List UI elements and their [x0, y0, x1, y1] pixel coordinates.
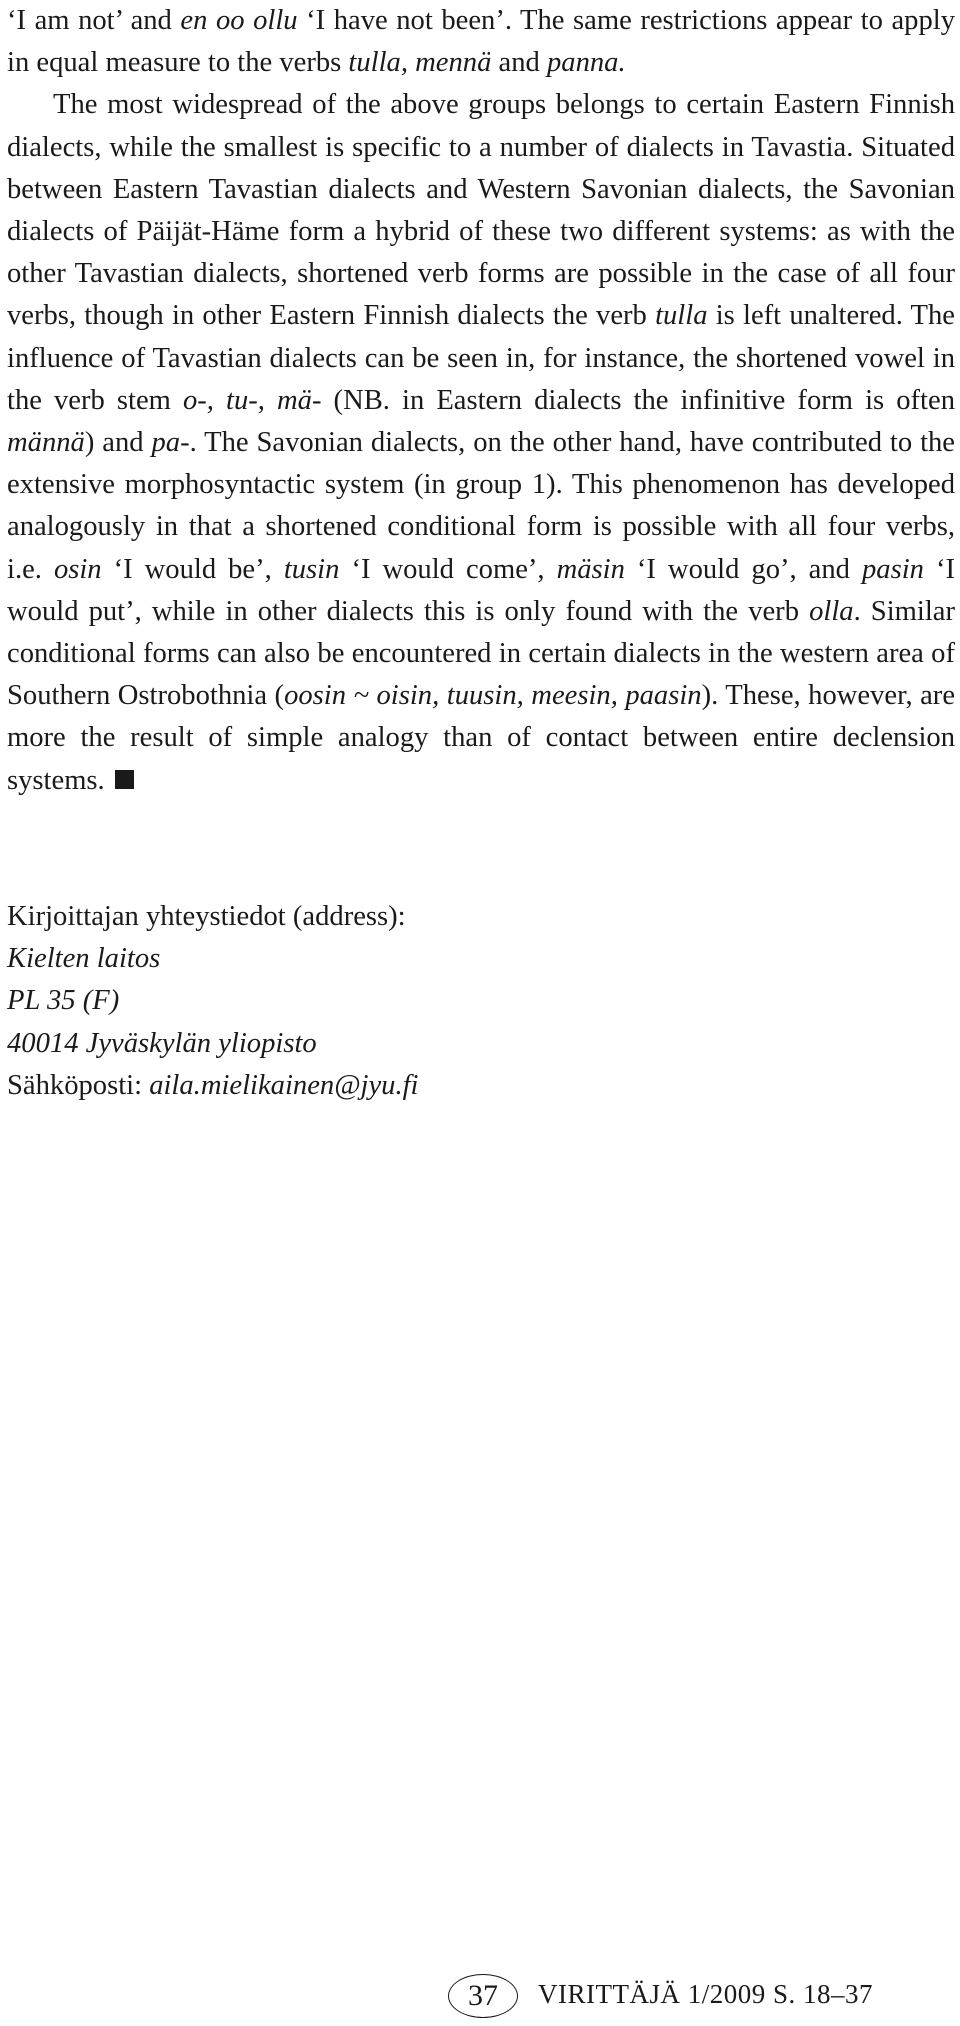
address-city: 40014 Jyväskylän yliopisto — [7, 1027, 317, 1059]
example-term: olla — [809, 595, 854, 627]
address-email-line — [7, 1065, 907, 1107]
text-run: is left unaltered. The influence of Tavastian dialects can be seen in, for instance, the shortened vowel in the verb stem — [7, 300, 955, 416]
author-address — [7, 896, 907, 1107]
address-heading: Kirjoittajan yhteystiedot (address): — [7, 901, 406, 932]
email-label: Sähköposti: — [7, 1069, 150, 1101]
address-po-box: PL 35 (F) — [7, 985, 120, 1017]
example-term: tusin — [283, 553, 340, 585]
example-term: männä — [7, 427, 85, 459]
text-run: ‘I am not’ and — [7, 5, 181, 36]
text-run: The most widespread of the above groups belongs to certain Eastern Finnish dialects, while the smallest is specific to a number of dialects in Tavastia. Situated between Eastern Tavastian dialects and Western Savonian dialects, the Savonian dialects of Päijät-Häme form a hybrid of these two different systems: as with the other Tavastian dialects, shortened verb forms are possible in the case of all four verbs, though in other Eastern Finnish dialects the verb — [7, 89, 955, 332]
text-run: ) and — [84, 427, 152, 459]
example-term: tulla — [655, 300, 708, 332]
example-term: mäsin — [556, 553, 625, 585]
paragraph-continued — [7, 0, 955, 84]
text-run: . Similar conditional forms can also be encountered in certain dialects in the western area of Southern Ostrobothnia ( — [7, 595, 955, 712]
text-run: and — [491, 47, 547, 79]
example-term: oosin ~ oisin, tuusin, meesin, paasin — [284, 680, 702, 712]
text-run: ‘I would come’, — [339, 553, 557, 585]
example-term: o-, tu-, mä- — [182, 384, 322, 416]
example-term: panna. — [546, 47, 626, 79]
paragraph-main — [7, 84, 955, 801]
text-run: ‘I would be’, — [101, 553, 284, 585]
example-term: pa- — [151, 427, 190, 459]
address-department: Kielten laitos — [7, 943, 161, 975]
example-term: osin — [53, 553, 102, 585]
text-run: . The Savonian dialects, on the other hand, have contributed to the extensive morphosyntactic system (in group 1). This phenomenon has developed analogously in that a shortened conditional form is possible with all four verbs, i.e. — [7, 427, 955, 585]
page-number-badge: 37 — [448, 1974, 518, 2018]
journal-reference: VIRITTÄJÄ 1/2009 S. 18–37 — [538, 1979, 873, 2009]
end-of-article-square-icon — [115, 770, 134, 789]
example-term: en oo ollu — [180, 5, 298, 36]
text-run: ‘I would put’, while in other dialects this is only found with the verb — [7, 553, 955, 627]
page-footer — [440, 1972, 955, 2022]
example-term: tulla, mennä — [348, 47, 492, 79]
text-run: ‘I have not been’. The same restrictions appear to apply in equal measure to the verbs — [7, 5, 955, 79]
email-link[interactable]: aila.mielikainen@jyu.fi — [149, 1069, 419, 1101]
text-run: ‘I would go’, and — [624, 553, 862, 585]
example-term: pasin — [861, 553, 924, 585]
text-run: ). These, however, are more the result of simple analogy than of contact between entire declension systems. — [7, 680, 956, 796]
article-body — [7, 0, 955, 802]
text-run: (NB. in Eastern dialects the infinitive form is often — [321, 384, 955, 416]
